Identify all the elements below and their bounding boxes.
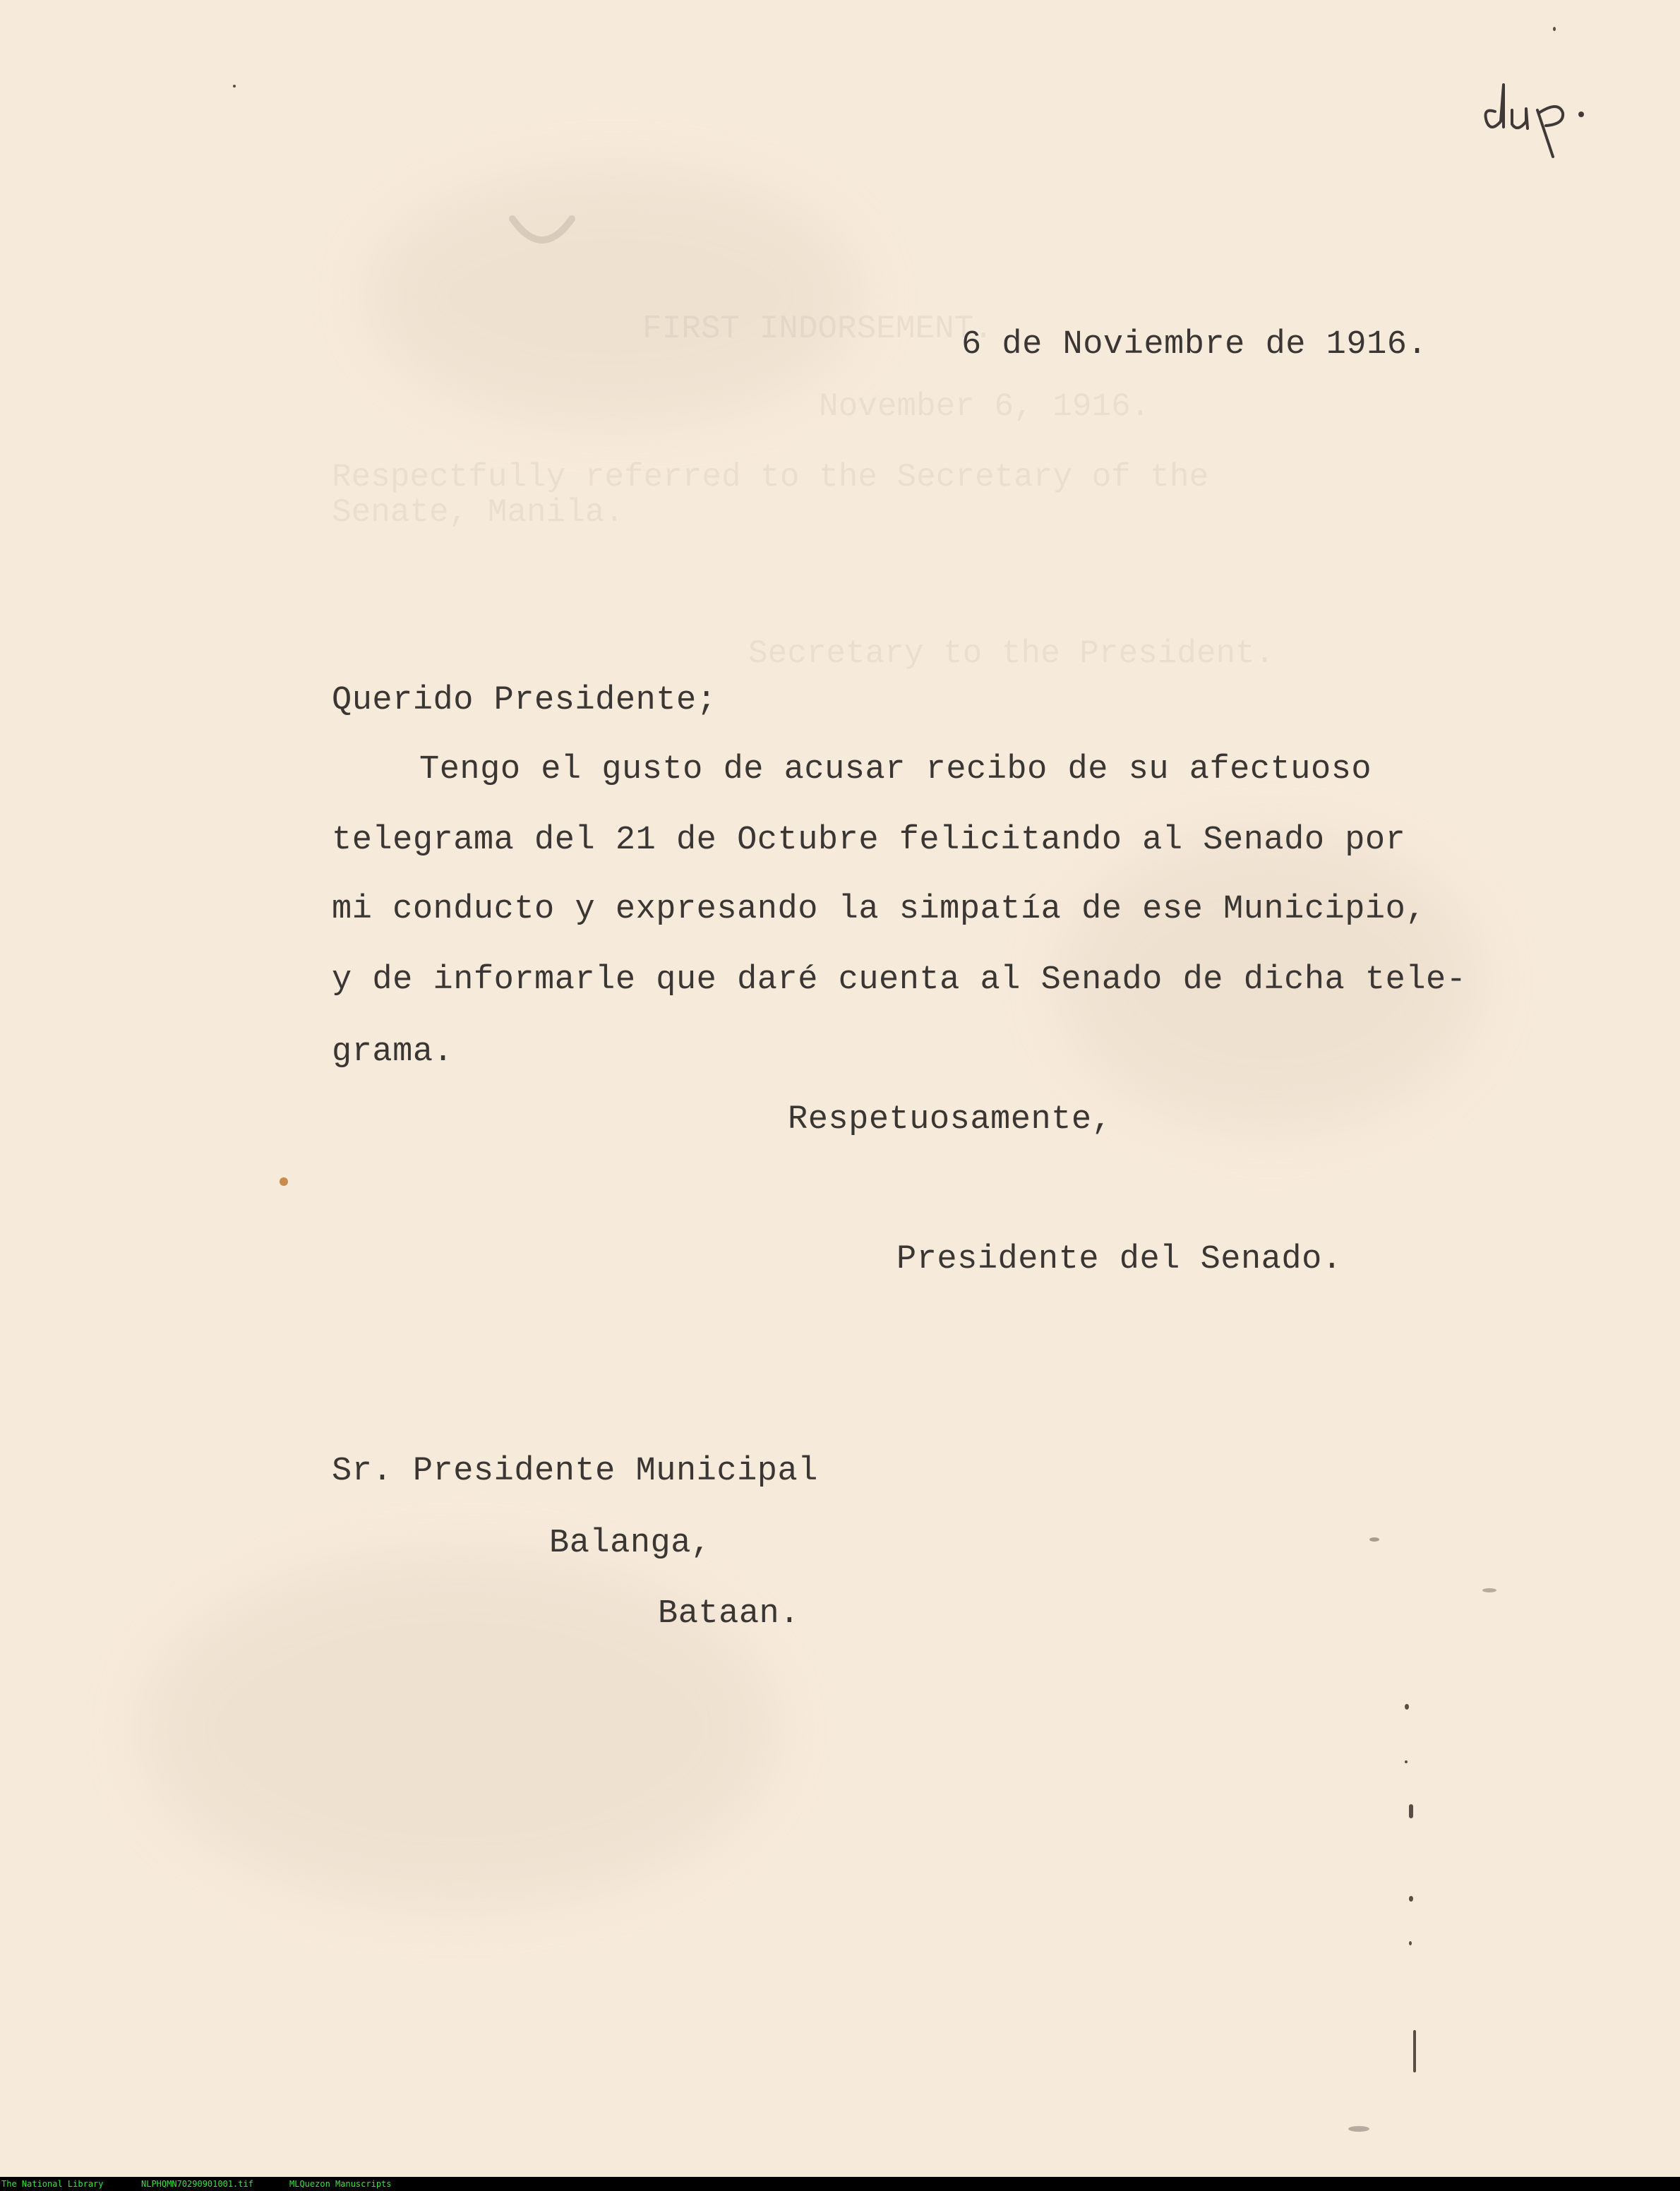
- body-line: Tengo el gusto de acusar recibo de su afectuoso: [419, 751, 1372, 788]
- paper-speck: [233, 85, 236, 88]
- paper-stain: [367, 169, 861, 424]
- footer-file: NLPHQMN70290901001.tif: [141, 2179, 253, 2189]
- salutation: Querido Presidente;: [332, 682, 717, 719]
- handwritten-annotation: [1475, 56, 1616, 169]
- signature-title: Presidente del Senado.: [896, 1241, 1343, 1278]
- scan-footer: [0, 2177, 1680, 2191]
- bleed-through-text: Senate, Manila.: [332, 494, 625, 531]
- paper-speck: [1482, 1588, 1496, 1592]
- paper-speck: [1405, 1760, 1408, 1763]
- footer-library: The National Library: [1, 2179, 104, 2189]
- body-line: mi conducto y expresando la simpatía de ese Municipio,: [332, 891, 1427, 928]
- body-line: grama.: [332, 1033, 454, 1071]
- bleed-through-text: Respectfully referred to the Secretary of the: [332, 459, 1209, 496]
- letter-date: 6 de Noviembre de 1916.: [961, 326, 1428, 364]
- footer-collection: MLQuezon Manuscripts: [289, 2179, 392, 2189]
- bleed-through-text: Secretary to the President.: [748, 635, 1275, 672]
- paper-speck: [1405, 1704, 1409, 1710]
- paper-speck: [1348, 2126, 1369, 2132]
- paper-speck: [1553, 27, 1556, 31]
- bleed-through-text: FIRST INDORSEMENT.: [642, 311, 993, 347]
- paper-speck: [1413, 2030, 1416, 2072]
- bleed-through-text: November 6, 1916.: [819, 388, 1151, 425]
- paper-speck: [1409, 1896, 1413, 1902]
- body-line: y de informarle que daré cuenta al Senado de dicha tele-: [332, 961, 1467, 999]
- address-line: Balanga,: [549, 1525, 712, 1562]
- body-line: telegrama del 21 de Octubre felicitando al Senado por: [332, 822, 1406, 859]
- paper-speck: [280, 1177, 288, 1186]
- address-line: Bataan.: [658, 1595, 800, 1633]
- paper-speck: [1409, 1804, 1413, 1818]
- paper-speck: [1369, 1537, 1379, 1542]
- paper-speck: [1409, 1941, 1412, 1945]
- punch-hole-mark: [507, 212, 577, 261]
- address-line: Sr. Presidente Municipal: [332, 1453, 818, 1490]
- closing: Respetuosamente,: [788, 1101, 1112, 1139]
